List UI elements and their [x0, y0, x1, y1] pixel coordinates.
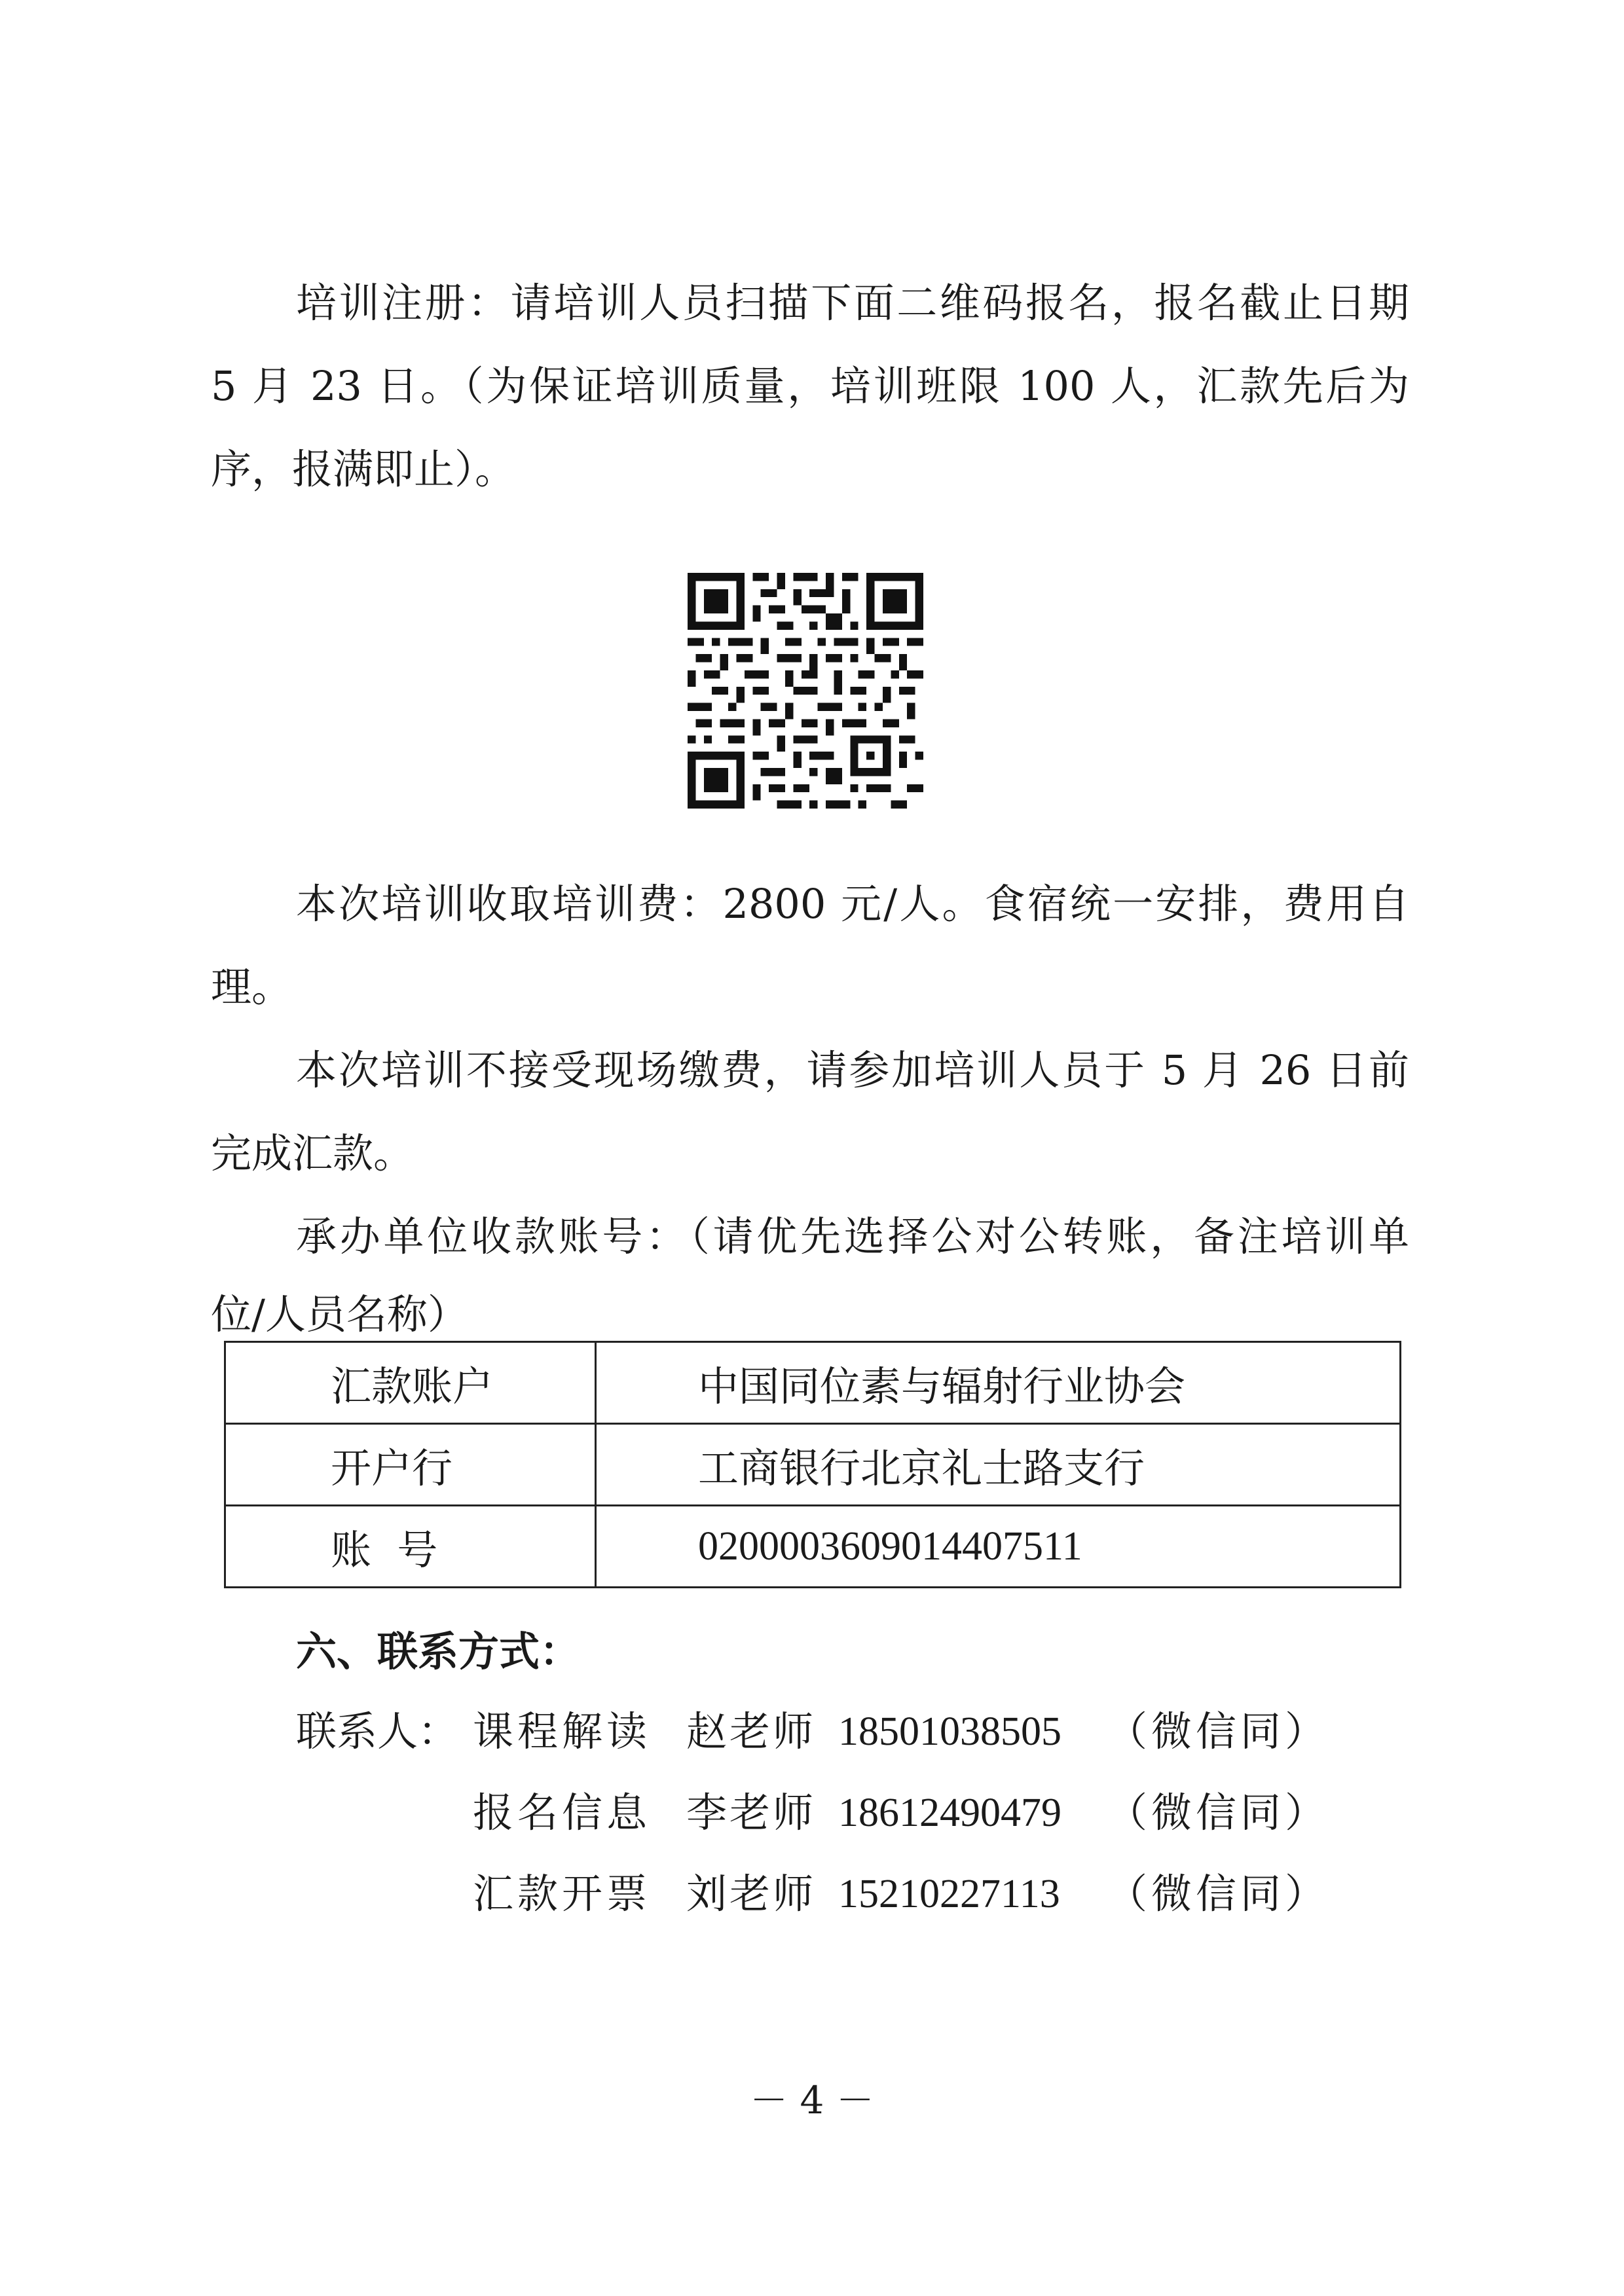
contact-note: （微信同）: [1107, 1870, 1330, 1918]
account-number-label: 账 号: [225, 1506, 596, 1588]
account-table: [224, 1341, 1401, 1588]
contact-role: 报名信息: [473, 1789, 652, 1836]
payment-notice-line-1: 本次培训不接受现场缴费，请参加培训人员于 5 月 26 日前: [296, 1046, 1409, 1094]
contact-heading: 六、联系方式：: [296, 1628, 581, 1675]
contact-phone: 18612490479: [838, 1791, 1061, 1835]
account-name-label: 汇款账户: [225, 1342, 596, 1424]
contact-name: 刘老师: [686, 1870, 817, 1918]
fee-line-2: 理。: [211, 963, 293, 1011]
registration-qr-code: [688, 573, 923, 809]
registration-line-2: 5 月 23 日。（为保证培训质量，培训班限 100 人，汇款先后为: [211, 362, 1409, 410]
contact-name: 李老师: [686, 1789, 817, 1836]
account-name-value: 中国同位素与辐射行业协会: [596, 1342, 1401, 1424]
table-row: [225, 1506, 1401, 1588]
contact-role: 课程解读: [473, 1707, 652, 1755]
fee-line-1: 本次培训收取培训费：2800 元/人。食宿统一安排，费用自: [296, 880, 1409, 928]
registration-line-3: 序，报满即止）。: [211, 445, 516, 493]
account-intro-line-2: 位/人员名称）: [211, 1290, 468, 1338]
contact-note: （微信同）: [1107, 1789, 1330, 1836]
payment-notice-line-2: 完成汇款。: [211, 1129, 415, 1177]
contact-label: 联系人：: [296, 1707, 459, 1755]
contact-role: 汇款开票: [473, 1870, 652, 1918]
registration-line-1: 培训注册：请培训人员扫描下面二维码报名，报名截止日期: [296, 279, 1409, 327]
bank-value: 工商银行北京礼士路支行: [596, 1424, 1401, 1506]
contact-phone: 18501038505: [838, 1709, 1061, 1754]
page-number: － 4 －: [750, 2078, 874, 2123]
bank-label: 开户行: [225, 1424, 596, 1506]
contact-note: （微信同）: [1107, 1707, 1330, 1755]
table-row: [225, 1342, 1401, 1424]
account-number-value: 0200003609014407511: [596, 1506, 1401, 1588]
table-row: [225, 1424, 1401, 1506]
account-intro-line-1: 承办单位收款账号：（请优先选择公对公转账，备注培训单: [296, 1212, 1409, 1260]
contact-name: 赵老师: [686, 1707, 817, 1755]
contact-phone: 15210227113: [838, 1872, 1060, 1916]
